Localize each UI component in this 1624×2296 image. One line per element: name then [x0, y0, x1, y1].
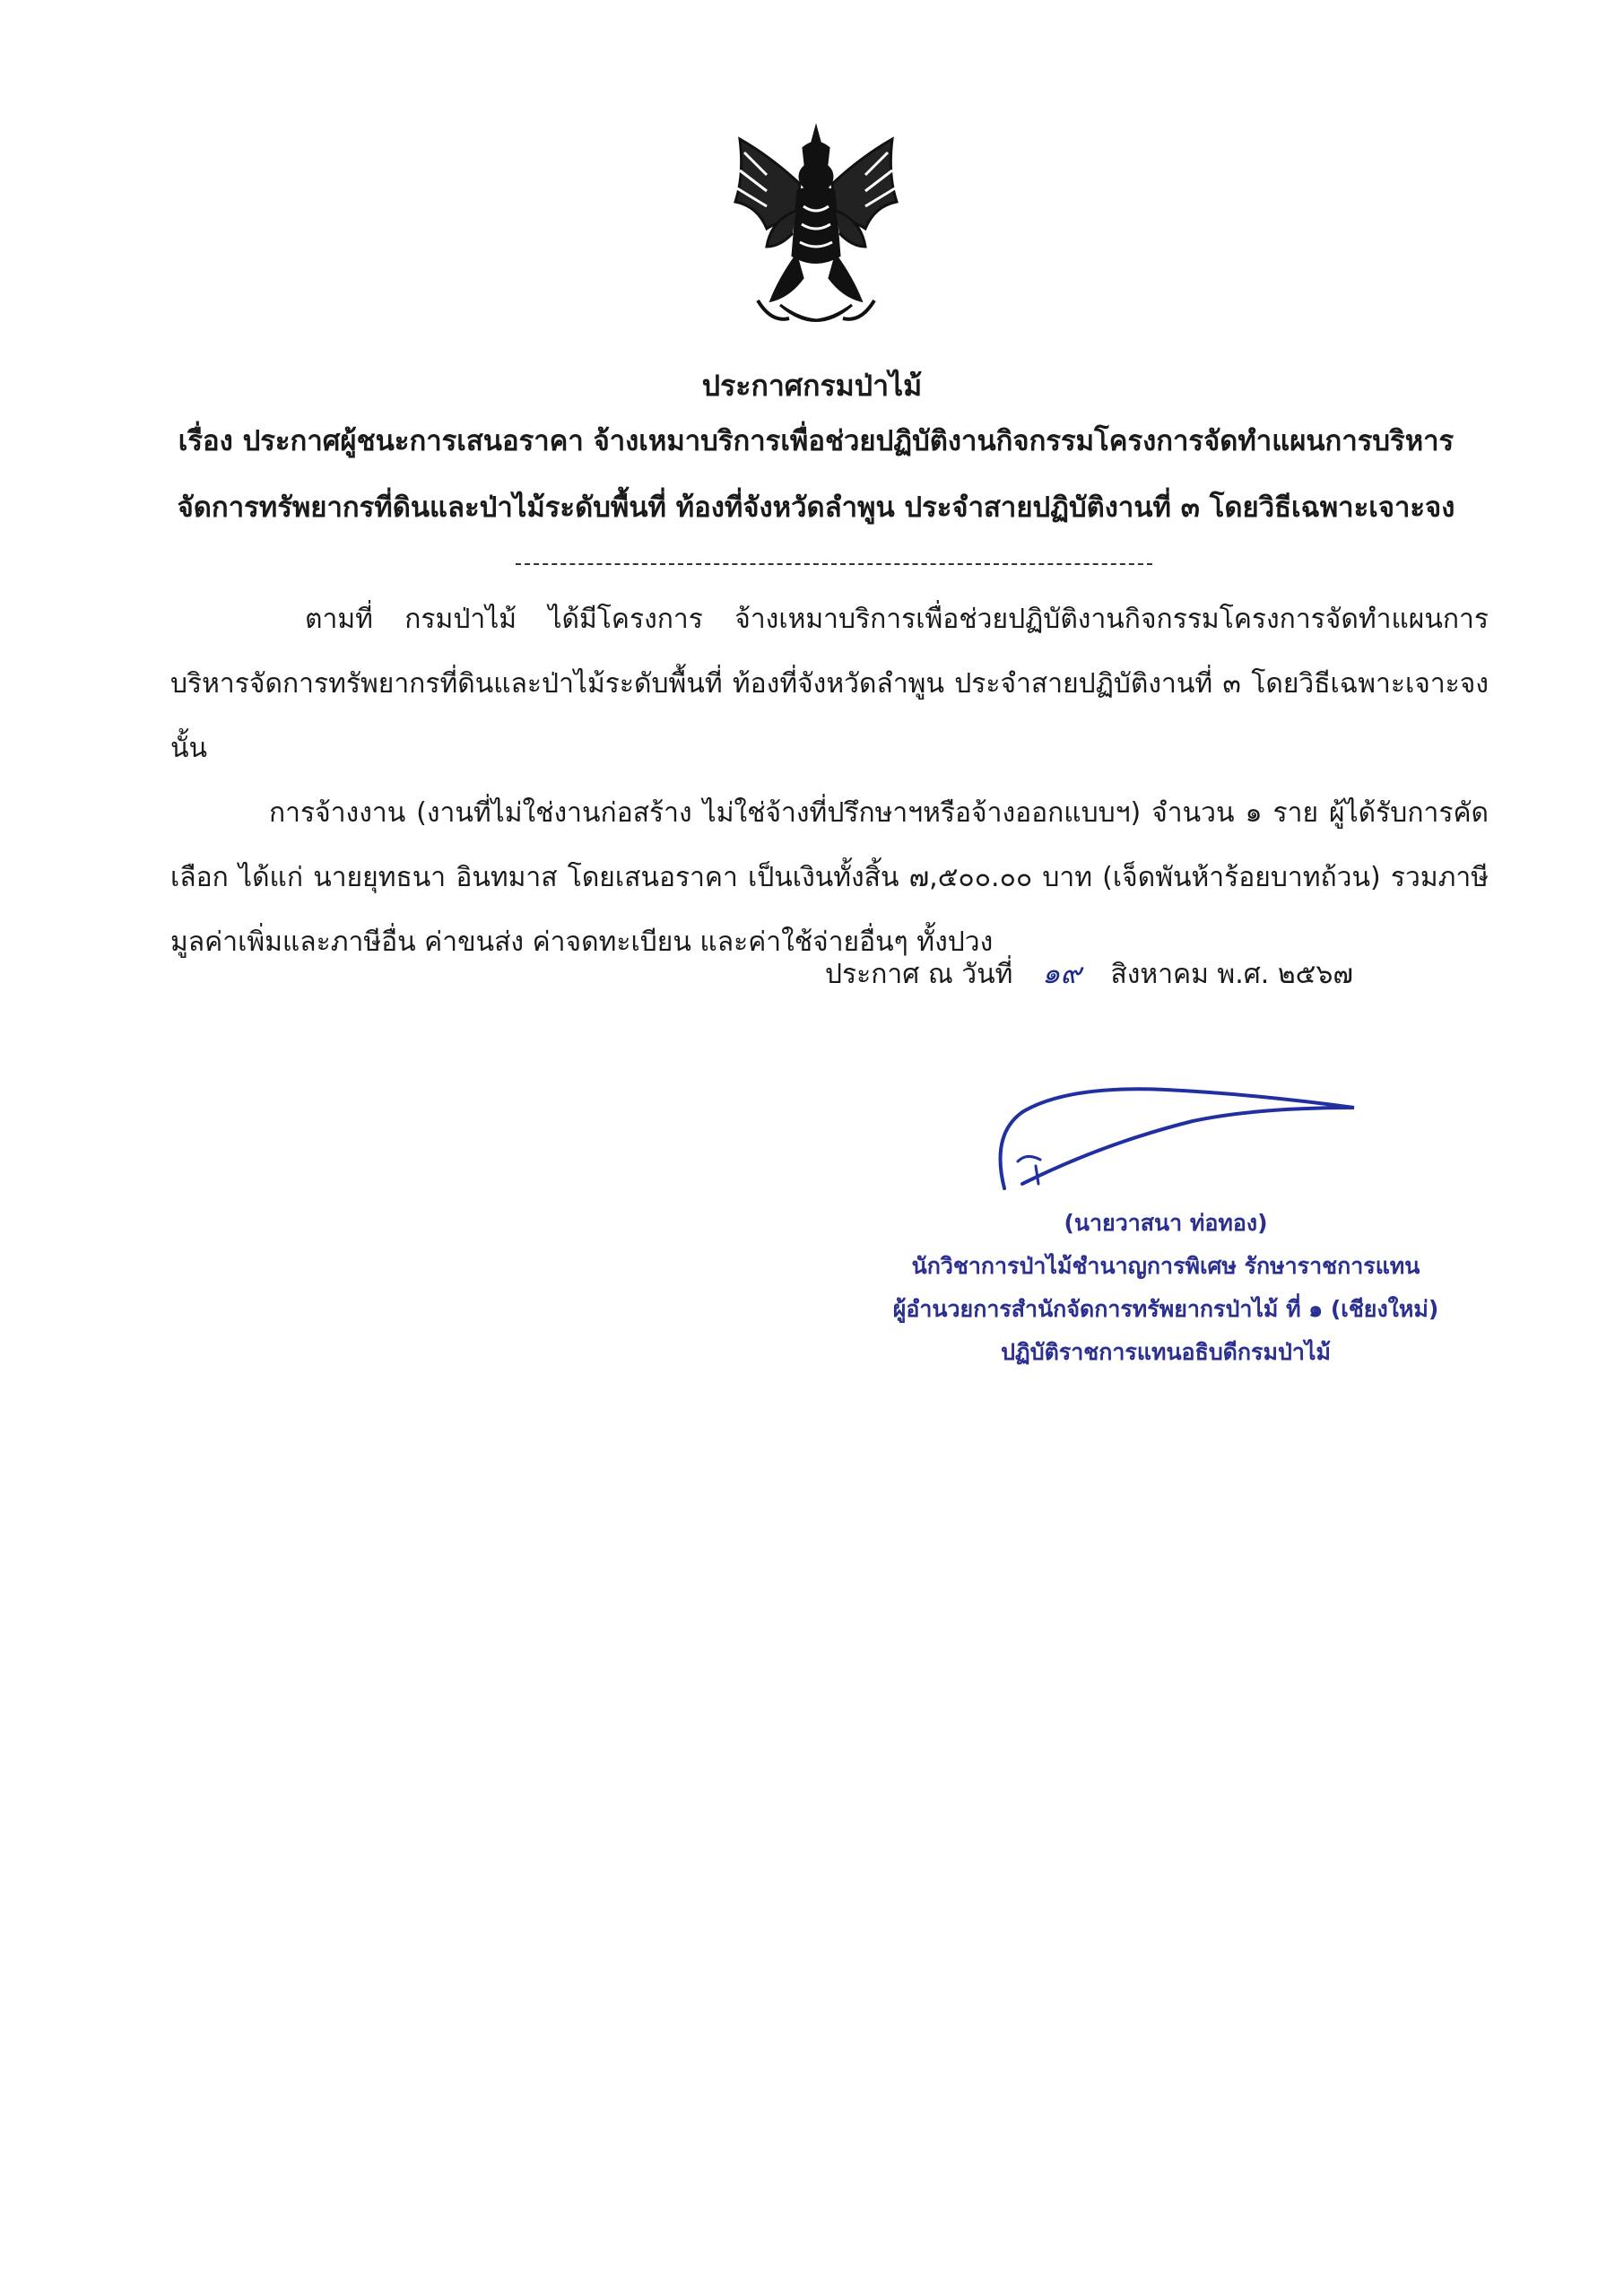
page-title: ประกาศกรมป่าไม้: [701, 369, 923, 403]
signer-position-3: ปฏิบัติราชการแทนอธิบดีกรมป่าไม้: [1001, 1339, 1331, 1365]
announcement-body: [170, 587, 1489, 975]
handwritten-signature: [986, 1081, 1363, 1197]
body-paragraph-2: การจ้างงาน (งานที่ไม่ใช่งานก่อสร้าง ไม่ใช่จ้างที่ปรึกษาฯหรือจ้างออกแบบฯ) จำนวน ๑ ราย ผู้ได้รับการคัดเลือก ได้แก่ นายยุทธนา อินทมาส โดยเสนอราคา เป็นเงินทั้งสิ้น ๗,๕๐๐.๐๐ บาท (เจ็ดพันห้าร้อยบาทถ้วน) รวมภาษีมูลค่าเพิ่มและภาษีอื่น ค่าขนส่ง ค่าจดทะเบียน และค่าใช้จ่ายอื่นๆ ทั้งปวง: [170, 797, 1489, 958]
signer-position-1: นักวิชาการป่าไม้ชำนาญการพิเศษ รักษาราชการแทน: [911, 1253, 1420, 1279]
announce-day: ๑๙: [1042, 956, 1081, 990]
announce-date: [825, 951, 1353, 996]
subject-line-1: เรื่อง ประกาศผู้ชนะการเสนอราคา จ้างเหมาบริการเพื่อช่วยปฏิบัติงานกิจกรรมโครงการจัดทำแผนการบริหาร: [178, 425, 1455, 457]
body-paragraph-1: ตามที่ กรมป่าไม้ ได้มีโครงการ จ้างเหมาบริการเพื่อช่วยปฏิบัติงานกิจกรรมโครงการจัดทำแผนการบริหารจัดการทรัพยากรที่ดินและป่าไม้ระดับพื้นที่ ท้องที่จังหวัดลำพูน ประจำสายปฏิบัติงานที่ ๓ โดยวิธีเฉพาะเจาะจง นั้น: [170, 604, 1489, 764]
signer-name: (นายวาสนา ท่อทอง): [1064, 1210, 1268, 1236]
subject-heading: [161, 408, 1471, 541]
announce-month-year: สิงหาคม พ.ศ. ๒๕๖๗: [1110, 959, 1353, 990]
subject-line-2: จัดการทรัพยากรที่ดินและป่าไม้ระดับพื้นที่ ท้องที่จังหวัดลำพูน ประจำสายปฏิบัติงานที่ ๓ โดยวิธีเฉพาะเจาะจง: [177, 491, 1455, 524]
divider: [516, 563, 1152, 565]
garuda-emblem-icon: [717, 121, 915, 341]
signer-block: [771, 1202, 1560, 1374]
signer-position-2: ผู้อำนวยการสำนักจัดการทรัพยากรป่าไม้ ที่ ๑ (เชียงใหม่): [892, 1296, 1439, 1322]
announce-date-prefix: ประกาศ ณ วันที่: [825, 959, 1013, 990]
